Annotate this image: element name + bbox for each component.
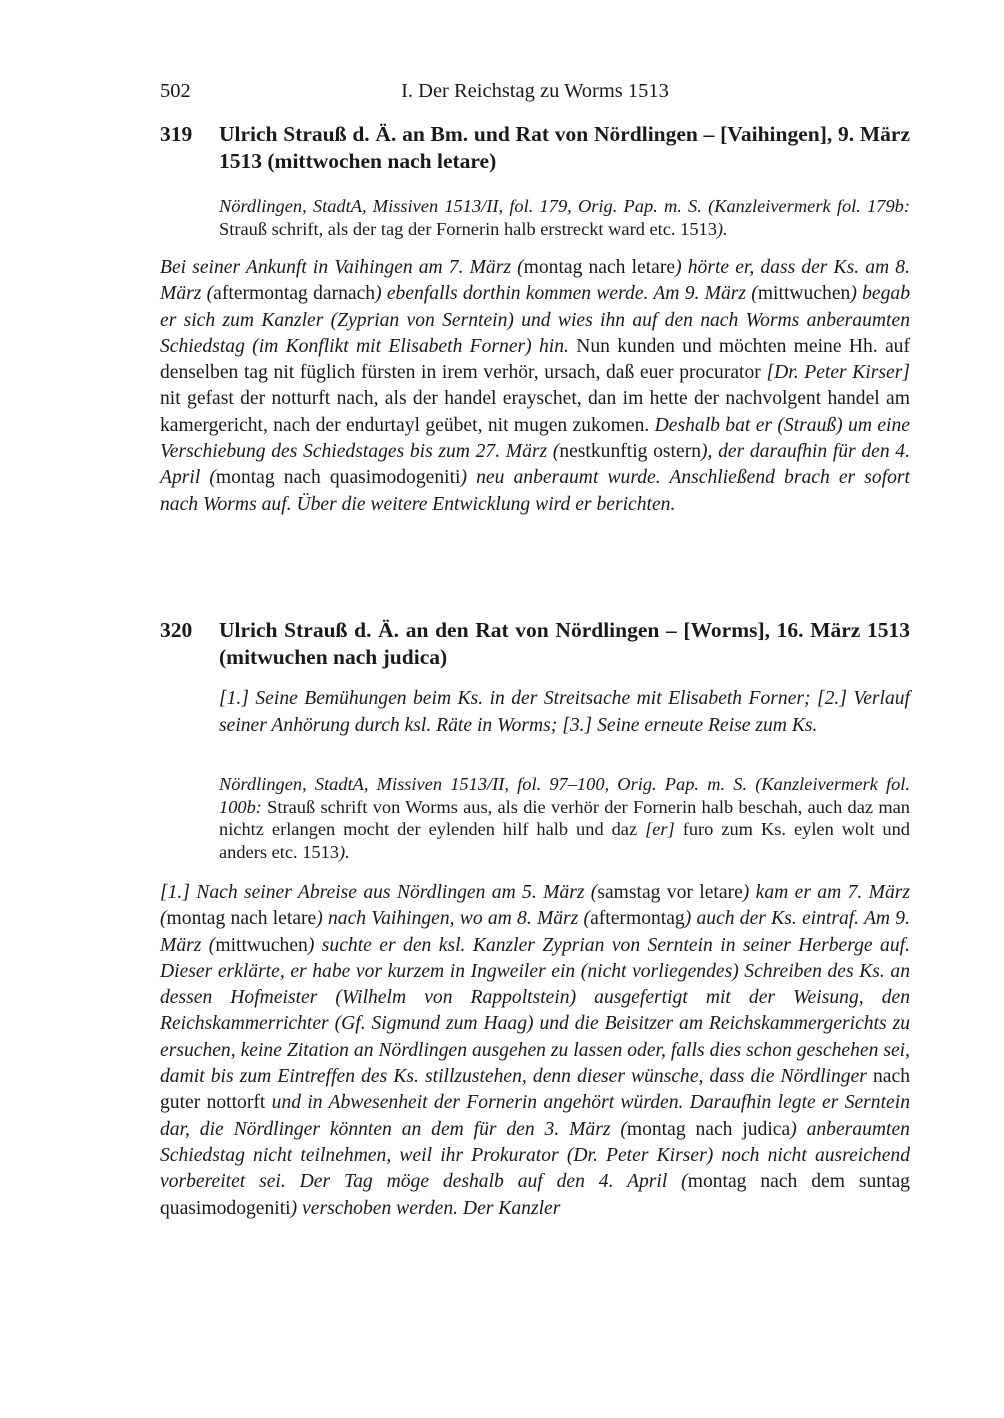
editorial-text: ) begab er sich zum Kanzler (Zyprian von Serntein) und wies ihn auf den nach Worms anberaumten Schiedstag (im Konflikt mit Elisabeth Forner) hin. [160,283,910,357]
document-number: 320 [160,618,193,642]
quoted-source-text: Strauß schrift von Worms aus, als die verhör der Fornerin halb beschah, auch daz man nichtz erlangen mocht der eylenden hilf halb und daz [219,796,910,839]
editorial-text: ) suchte er den ksl. Kanzler Zyprian von Serntein in seiner Herberge auf. Dieser erklärte, er habe vor kurzem in Ingweiler ein (nicht vorliegendes) Schreiben des Ks. an dessen Hofmeister (Wilhelm von Rappoltstein) ausgefertigt mit der Weisung, den Reichskammerrichter (Gf. Sigmund zum Haag) und die Beisitzer am Reichskammergerichts zu ersuchen, keine Zitation an Nördlingen ausgehen zu lassen oder, falls dies schon geschehen sei, damit bis zum Eintreffen des Ks. stillzustehen, denn dieser wünsche, dass die Nördlinger [160,934,910,1088]
quoted-source-text: montag nach letare [523,257,676,278]
editorial-text: ) anberaumten Schiedstag nicht teilnehmen, weil ihr Prokurator (Dr. Peter Kirser) noch nicht ausreichend vorbereitet sei. Der Tag möge deshalb auf den 4. April ( [160,1118,910,1193]
quoted-source-text: nit gefast der notturft nach, als der handel erayschet, dan im hette der nachvolgent handel am kamergericht, nach der endurtayl geübet, nit mugen zukomen. [160,388,910,436]
editorial-text: ) kam er am 7. März ( [160,882,910,930]
document-body-320 [160,880,910,1222]
editorial-text: ) neu anberaumt wurde. Anschließend brach er sofort nach Worms auf. Über die weitere Entwicklung wird er berichten. [160,467,911,515]
document-heading-320 [160,617,910,671]
editorial-text: ). [716,218,728,239]
source-note-319 [219,195,910,240]
quoted-source-text: montag nach quasimodogeniti [215,467,461,489]
editorial-text: ). [339,841,350,862]
quoted-source-text: Nun kunden und möchten meine Hh. auf denselben tag nit füglich fürsten in irem verhör, ursach, daß euer procurator [160,335,910,384]
quoted-source-text: montag nach judica [626,1118,791,1140]
quoted-source-text: Strauß schrift, als der tag der Fornerin halb erstreckt ward etc. 1513 [219,218,717,239]
quoted-source-text: nach guter nottorft [160,1066,910,1114]
editorial-text: [1.] Nach seiner Abreise aus Nördlingen am 5. März ( [160,882,598,903]
editorial-text: ), der daraufhin für den 4. April ( [160,441,910,489]
quoted-source-text: samstag vor letare [597,882,743,903]
quoted-source-text: montag nach letare [166,908,317,930]
quoted-source-text: mittwuchen [215,934,308,956]
quoted-source-text: nestkunftig ostern [559,441,702,463]
editorial-text: ) hörte er, dass der Ks. am 8. März ( [160,257,910,305]
editorial-text: ) nach Vaihingen, wo am 8. März ( [316,908,591,930]
document-title: Ulrich Strauß d. Ä. an den Rat von Nördlingen – [Worms], 16. März 1513 (mitwuchen nach judica) [219,618,910,669]
quoted-source-text: montag nach dem suntag quasimodogeniti [160,1171,910,1219]
editorial-text: [er] [645,819,675,839]
editorial-text: [Dr. Peter Kirser] [766,362,910,384]
document-number: 319 [160,122,193,146]
quoted-source-text: aftermontag darnach [213,283,376,305]
page-number: 502 [160,80,191,102]
document-body-319 [160,255,910,518]
running-title: I. Der Reichstag zu Worms 1513 [401,80,669,102]
document-title: Ulrich Strauß d. Ä. an Bm. und Rat von Nördlingen – [Vaihingen], 9. März 1513 (mittwochen nach letare) [219,122,910,173]
document-heading-319 [160,121,910,175]
editorial-text: Deshalb bat er (Strauß) um eine Verschiebung des Schiedstages bis zum 27. März ( [160,414,910,463]
editorial-text: Nördlingen, StadtA, Missiven 1513/II, fol. 179, Orig. Pap. m. S. (Kanzleivermerk fol. 179b: [219,196,910,216]
editorial-text: Nördlingen, StadtA, Missiven 1513/II, fol. 97–100, Orig. Pap. m. S. (Kanzleivermerk fol. 100b: [219,774,910,817]
editorial-text: ) ebenfalls dorthin kommen werde. Am 9. März ( [375,283,758,305]
running-head [160,80,910,108]
quoted-source-text: mittwuchen [757,283,851,305]
editorial-text: ) auch der Ks. eintraf. Am 9. März ( [160,908,910,956]
editorial-text: ) verschoben werden. Der Kanzler [290,1197,561,1219]
editorial-text: Bei seiner Ankunft in Vaihingen am 7. März ( [160,257,524,278]
quoted-source-text: aftermontag [590,908,685,930]
quoted-source-text: furo zum Ks. eylen wolt und anders etc. 1513 [219,819,911,862]
editorial-text: und in Abwesenheit der Fornerin angehört würden. Daraufhin legte er Serntein dar, die Nördlinger könnten an dem für den 3. März ( [160,1092,910,1140]
document-summary-320: [1.] Seine Bemühungen beim Ks. in der Streitsache mit Elisabeth Forner; [2.] Verlauf seiner Anhörung durch ksl. Räte in Worms; [3.] Seine erneute Reise zum Ks. [219,688,910,736]
source-note-320 [219,773,910,863]
